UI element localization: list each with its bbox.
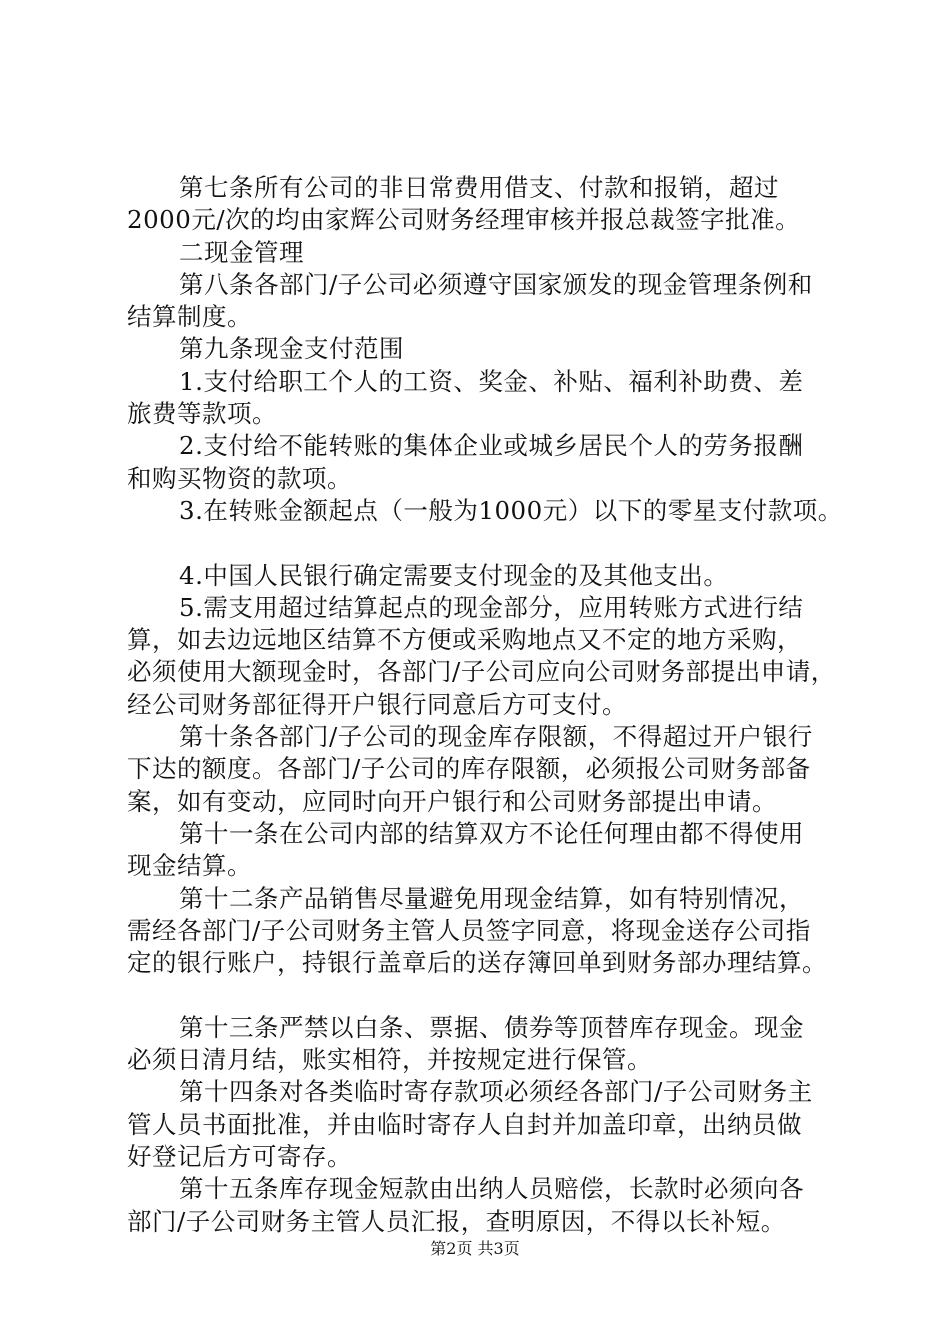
list-item-line: 旅费等款项。 [127, 399, 277, 429]
paragraph-line: 现金结算。 [127, 851, 252, 881]
paragraph-line: 必须日清月结，账实相符，并按规定进行保管。 [127, 1045, 652, 1075]
page-number: 第2页 共3页 [430, 1239, 520, 1258]
paragraph-line: 第七条所有公司的非日常费用借支、付款和报销，超过 [179, 173, 779, 202]
list-item-line: 2.支付给不能转账的集体企业或城乡居民个人的劳务报酬 [179, 431, 804, 461]
list-item-line: 必须使用大额现金时，各部门/子公司应向公司财务部提出申请， [127, 657, 836, 687]
paragraph-line: 第十五条库存现金短款由出纳人员赔偿，长款时必须向各 [179, 1174, 804, 1204]
paragraph-line: 第九条现金支付范围 [179, 334, 404, 364]
paragraph-gap [127, 979, 839, 1011]
paragraph-line: 结算制度。 [127, 302, 252, 332]
paragraph-line: 定的银行账户，持银行盖章后的送存簿回单到财务部办理结算。 [127, 948, 827, 978]
section-heading: 二现金管理 [179, 237, 304, 267]
list-item-line: 算，如去边远地区结算不方便或采购地点又不定的地方采购， [127, 625, 802, 655]
document-body [127, 172, 843, 1238]
page-footer [0, 1239, 950, 1259]
paragraph-line: 需经各部门/子公司财务主管人员签字同意，将现金送存公司指 [127, 915, 811, 945]
list-item-line: 3.在转账金额起点（一般为1000元）以下的零星支付款项。 [179, 495, 843, 525]
list-item-line: 1.支付给职工个人的工资、奖金、补贴、福利补助费、差 [179, 366, 804, 396]
paragraph-line: 第十三条严禁以白条、票据、债券等顶替库存现金。现金 [179, 1012, 804, 1042]
list-item-line: 经公司财务部征得开户银行同意后方可支付。 [127, 689, 627, 719]
paragraph-line: 第十一条在公司内部的结算双方不论任何理由都不得使用 [179, 818, 804, 848]
paragraph-line: 案，如有变动，应同时向开户银行和公司财务部提出申请。 [127, 786, 777, 816]
paragraph-line: 第八条各部门/子公司必须遵守国家颁发的现金管理条例和 [179, 269, 813, 299]
paragraph-line: 第十四条对各类临时寄存款项必须经各部门/子公司财务主 [179, 1077, 813, 1107]
list-item-line: 和购买物资的款项。 [127, 463, 352, 493]
paragraph-line: 2000元/次的均由家辉公司财务经理审核并报总裁签字批准。 [127, 205, 801, 235]
paragraph-line: 第十条各部门/子公司的现金库存限额，不得超过开户银行 [179, 722, 813, 752]
paragraph-gap [127, 527, 839, 559]
list-item-line: 4.中国人民银行确定需要支付现金的及其他支出。 [179, 560, 729, 590]
paragraph-line: 第十二条产品销售尽量避免用现金结算，如有特别情况， [179, 883, 804, 913]
paragraph-line: 好登记后方可寄存。 [127, 1141, 352, 1171]
paragraph-line: 部门/子公司财务主管人员汇报，查明原因，不得以长补短。 [127, 1206, 786, 1236]
paragraph-line: 下达的额度。各部门/子公司的库存限额，必须报公司财务部备 [127, 754, 811, 784]
list-item-line: 5.需支用超过结算起点的现金部分，应用转账方式进行结 [179, 592, 804, 622]
paragraph-line: 管人员书面批准，并由临时寄存人自封并加盖印章，出纳员做 [127, 1109, 802, 1139]
